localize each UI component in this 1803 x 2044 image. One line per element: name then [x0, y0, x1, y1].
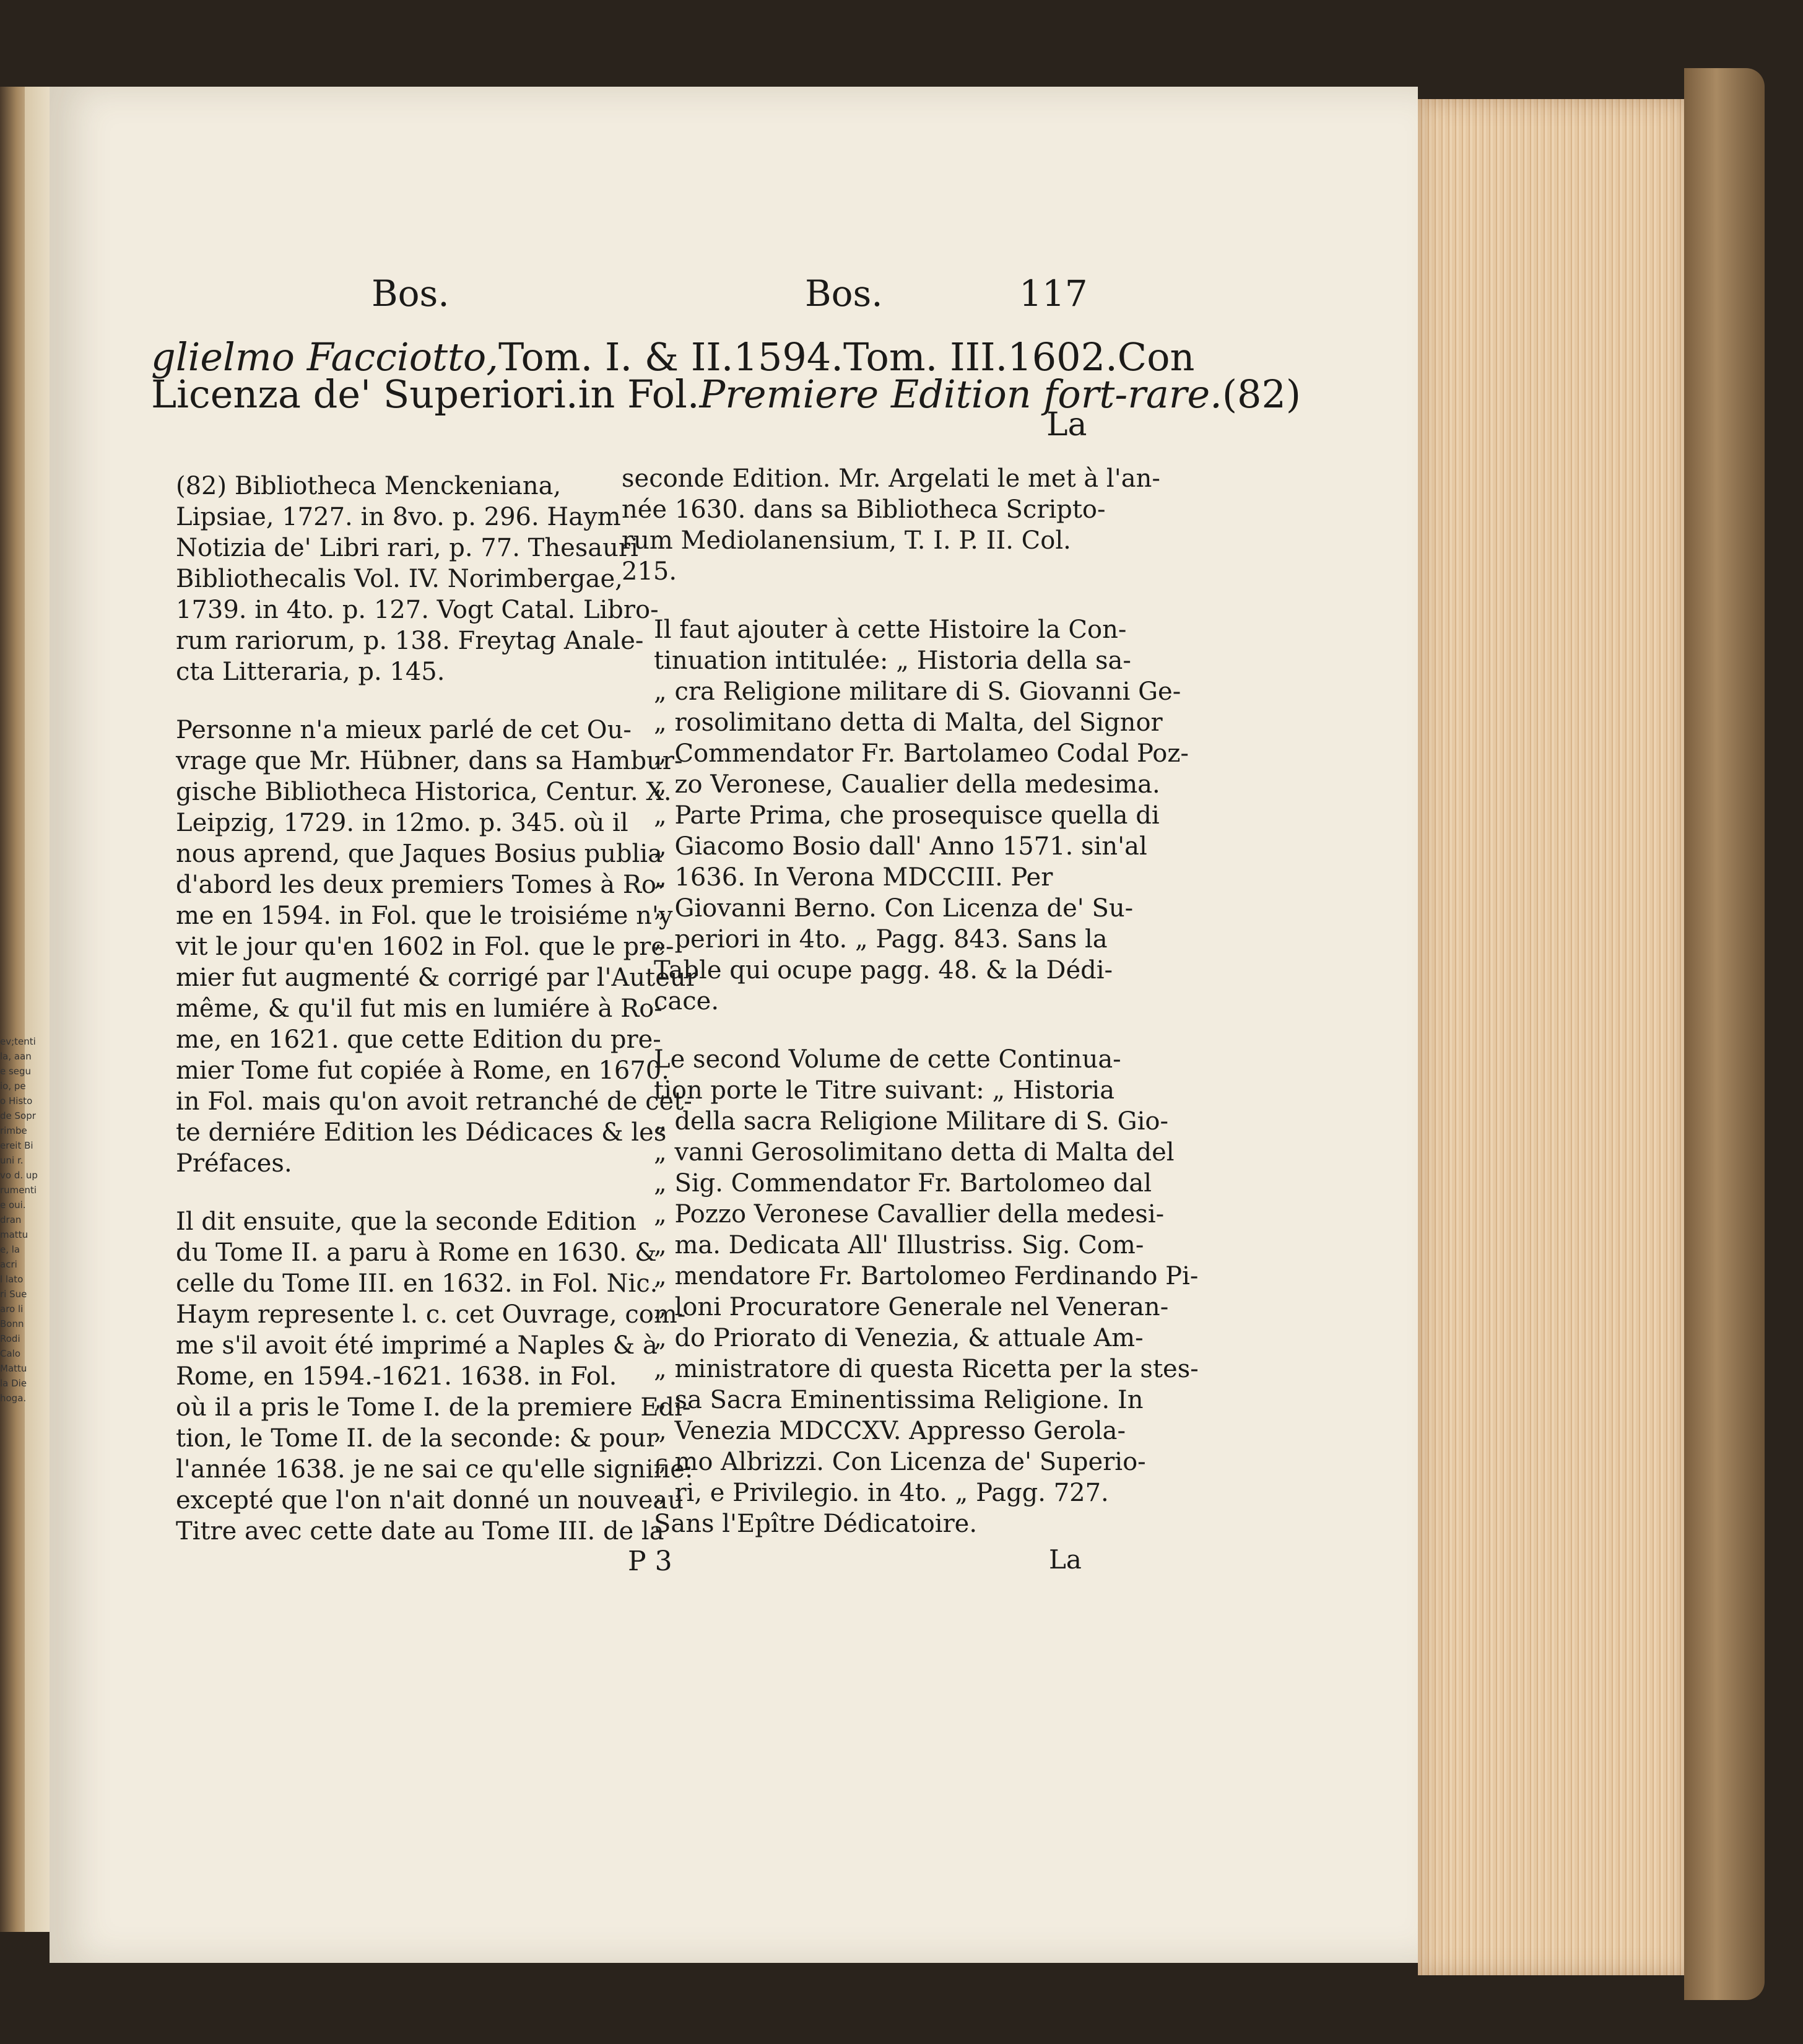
fragment-line: ereit Bi: [0, 1140, 33, 1151]
text-line: celle du Tome III. en 1632. in Fol. Nic.: [176, 1269, 658, 1298]
text-line: tion, le Tome II. de la seconde: & pour: [176, 1424, 658, 1453]
running-text: glielmo Facciotto,: [151, 334, 498, 380]
text-line: Le second Volume de cette Continua-: [654, 1045, 1121, 1074]
running-text: Tom. I. & II.: [498, 334, 734, 380]
text-line: rum Mediolanensium, T. I. P. II. Col.: [622, 526, 1071, 555]
text-line: „ 1636. In Verona MDCCIII. Per: [654, 863, 1053, 892]
fragment-line: Bonn: [0, 1318, 24, 1329]
text-line: rum rariorum, p. 138. Freytag Anale-: [176, 627, 644, 655]
text-line: „ ma. Dedicata All' Illustriss. Sig. Com-: [654, 1231, 1144, 1259]
fragment-line: hoga.: [0, 1393, 27, 1404]
text-line: excepté que l'on n'ait donné un nouveau: [176, 1486, 684, 1515]
catchword-bottom: La: [1049, 1544, 1082, 1575]
text-line: cta Litteraria, p. 145.: [176, 658, 445, 686]
text-line: „ Parte Prima, che prosequisce quella di: [654, 801, 1160, 830]
text-line: Sans l'Epître Dédicatoire.: [654, 1510, 978, 1538]
text-line: du Tome II. a paru à Rome en 1630. &: [176, 1238, 657, 1267]
running-head-center: Bos.: [805, 272, 883, 315]
text-line: mier Tome fut copiée à Rome, en 1670.: [176, 1056, 669, 1085]
text-line: gische Bibliotheca Historica, Centur. X.: [176, 778, 672, 806]
fragment-line: e segu: [0, 1066, 32, 1077]
text-line: „ vanni Gerosolimitano detta di Malta del: [654, 1138, 1175, 1167]
text-line: „ Commendator Fr. Bartolameo Codal Poz-: [654, 739, 1189, 768]
text-line: Lipsiae, 1727. in 8vo. p. 296. Haym: [176, 503, 621, 531]
text-line: „ mendatore Fr. Bartolomeo Ferdinando Pi-: [654, 1262, 1199, 1290]
running-text: (82): [1222, 372, 1301, 417]
text-line: „ sa Sacra Eminentissima Religione. In: [654, 1386, 1144, 1414]
text-line: Il dit ensuite, que la seconde Edition: [176, 1207, 637, 1236]
paragraph-personne: [144, 715, 698, 1179]
text-line: vit le jour qu'en 1602 in Fol. que le pre-: [176, 933, 674, 961]
fragment-line: Calo: [0, 1348, 21, 1359]
book-cover: [1684, 68, 1765, 2000]
fragment-line: Mattu: [0, 1363, 27, 1374]
running-head-left: Bos.: [371, 272, 450, 315]
text-line: d'abord les deux premiers Tomes à Ro-: [176, 871, 665, 899]
text-line: Rome, en 1594.-1621. 1638. in Fol.: [176, 1362, 617, 1391]
text-line: 215.: [622, 557, 677, 586]
fragment-line: Rodi: [0, 1333, 20, 1344]
text-line: mier fut augmenté & corrigé par l'Auteur: [176, 963, 698, 992]
right-column: [622, 463, 1199, 1567]
running-text: 1594.: [733, 334, 844, 380]
text-line: te derniére Edition les Dédicaces & les: [176, 1118, 667, 1147]
fragment-line: o Histo: [0, 1095, 33, 1107]
page-block-edge: [1418, 99, 1690, 1975]
catchword-top: La: [1046, 406, 1087, 443]
running-text: in Fol.: [578, 372, 700, 417]
text-line: seconde Edition. Mr. Argelati le met à l'an-: [622, 464, 1160, 493]
fragment-line: aro li: [0, 1303, 24, 1315]
text-line: „ rosolimitano detta di Malta, del Signor: [654, 708, 1163, 737]
text-line: 1739. in 4to. p. 127. Vogt Catal. Libro-: [176, 596, 659, 624]
text-line: tion porte le Titre suivant: „ Historia: [654, 1076, 1115, 1105]
text-line: me, en 1621. que cette Edition du pre-: [176, 1025, 661, 1054]
fragment-line: uni r.: [0, 1155, 24, 1166]
text-line: „ cra Religione militare di S. Giovanni Ge-: [654, 677, 1181, 706]
fragment-line: mattu: [0, 1229, 28, 1240]
text-line: „ loni Procuratore Generale nel Veneran-: [654, 1293, 1169, 1321]
fragment-line: ri Sue: [0, 1289, 27, 1300]
fragment-line: de Sopr: [0, 1110, 36, 1121]
paragraph-second-volume: [622, 1044, 1199, 1539]
text-line: même, & qu'il fut mis en lumiére à Ro-: [176, 994, 663, 1023]
text-line: Notizia de' Libri rari, p. 77. Thesauri: [176, 534, 638, 562]
text-line: „ Giacomo Bosio dall' Anno 1571. sin'al: [654, 832, 1147, 861]
fragment-line: io, pe: [0, 1081, 26, 1092]
text-line: „ Giovanni Berno. Con Licenza de' Su-: [654, 894, 1134, 923]
text-line: née 1630. dans sa Bibliotheca Scripto-: [622, 495, 1106, 524]
paragraph-continuation: [622, 614, 1189, 1017]
text-line: cace.: [654, 987, 719, 1015]
running-text: 1602.: [1007, 334, 1118, 380]
text-line: me en 1594. in Fol. que le troisiéme n'y: [176, 902, 673, 930]
text-line: Bibliothecalis Vol. IV. Norimbergae,: [176, 565, 623, 593]
running-text: Con: [1117, 334, 1195, 380]
text-line: Leipzig, 1729. in 12mo. p. 345. où il: [176, 809, 628, 837]
paragraph-il-dit: [144, 1206, 693, 1547]
text-line: „ Pozzo Veronese Cavallier della medesi-: [654, 1200, 1165, 1229]
text-line: tinuation intitulée: „ Historia della sa-: [654, 646, 1131, 675]
fragment-line: rimbe: [0, 1125, 27, 1136]
text-line: „ Venezia MDCCXV. Appresso Gerola-: [654, 1417, 1126, 1445]
text-line: où il a pris le Tome I. de la premiere Edi-: [176, 1393, 691, 1422]
fragment-line: l lato: [0, 1274, 24, 1285]
text-line: Haym represente l. c. cet Ouvrage, com-: [176, 1300, 686, 1329]
text-line: Table qui ocupe pagg. 48. & la Dédi-: [654, 956, 1113, 985]
page-number: 117: [1019, 272, 1088, 315]
running-text: Licenza de' Superiori.: [151, 372, 578, 417]
text-line: „ mo Albrizzi. Con Licenza de' Superio-: [654, 1448, 1146, 1476]
fragment-line: la Die: [0, 1378, 27, 1389]
text-line: l'année 1638. je ne sai ce qu'elle signifie:: [176, 1455, 693, 1484]
fragment-line: e oui.: [0, 1199, 26, 1211]
left-page-text-fragment: [0, 1034, 38, 1406]
fragment-line: rumenti: [0, 1185, 37, 1196]
fragment-line: ev;tenti: [0, 1036, 36, 1047]
text-line: „ ministratore di questa Ricetta per la stes-: [654, 1355, 1199, 1383]
running-line-2: [151, 372, 1301, 417]
text-line: (82) Bibliotheca Menckeniana,: [176, 472, 562, 500]
text-line: Titre avec cette date au Tome III. de la: [176, 1517, 664, 1546]
text-line: Préfaces.: [176, 1149, 292, 1178]
text-line: me s'il avoit été imprimé a Naples & à: [176, 1331, 658, 1360]
fragment-line: dran: [0, 1214, 22, 1225]
text-line: „ ri, e Privilegio. in 4to. „ Pagg. 727.: [654, 1479, 1109, 1507]
fragment-line: la, aan: [0, 1051, 32, 1062]
text-line: Il faut ajouter à cette Histoire la Con-: [654, 615, 1127, 644]
text-line: „ della sacra Religione Militare di S. Gio-: [654, 1107, 1168, 1136]
text-line: „ periori in 4to. „ Pagg. 843. Sans la: [654, 925, 1108, 954]
fragment-line: acri: [0, 1259, 17, 1270]
fragment-line: e, la: [0, 1244, 20, 1255]
fragment-line: vo d. up: [0, 1170, 38, 1181]
running-text: Tom. III.: [843, 334, 1008, 380]
text-line: „ Sig. Commendator Fr. Bartolomeo dal: [654, 1169, 1152, 1198]
text-line: „ zo Veronese, Caualier della medesima.: [654, 770, 1160, 799]
paragraph-seconde-edition: [622, 463, 1160, 587]
text-line: vrage que Mr. Hübner, dans sa Hambur-: [176, 747, 683, 775]
text-line: „ do Priorato di Venezia, & attuale Am-: [654, 1324, 1144, 1352]
signature-mark: P 3: [628, 1546, 672, 1577]
text-line: Personne n'a mieux parlé de cet Ou-: [176, 716, 632, 744]
text-line: in Fol. mais qu'on avoit retranché de cet-: [176, 1087, 692, 1116]
running-text: Premiere Edition fort-rare.: [699, 372, 1222, 417]
text-line: nous aprend, que Jaques Bosius publia: [176, 840, 663, 868]
